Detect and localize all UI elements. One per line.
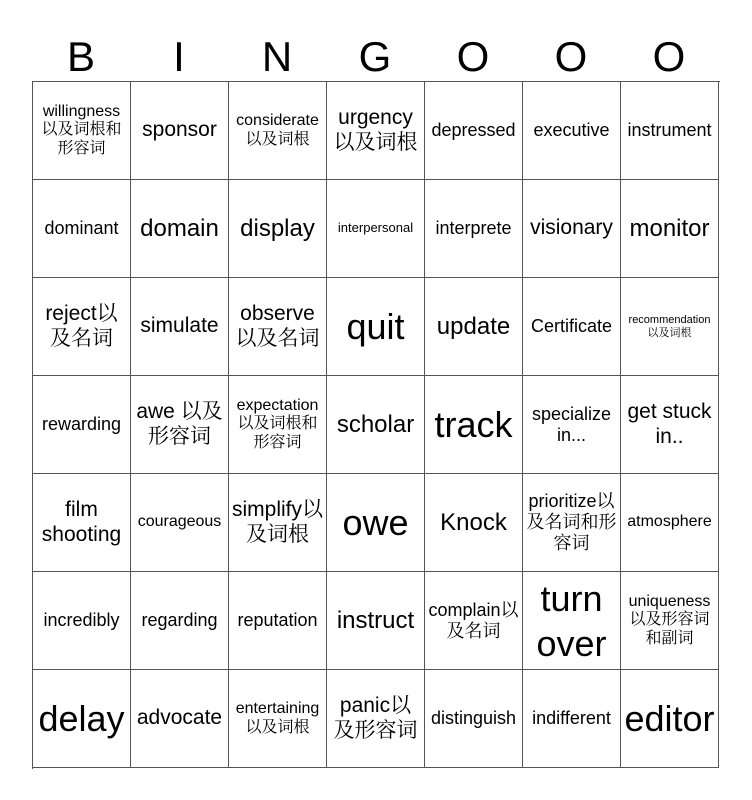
bingo-cell[interactable]: uniqueness以及形容词和副词 [621, 572, 719, 670]
bingo-cell[interactable]: awe 以及形容词 [131, 376, 229, 474]
bingo-cell[interactable]: monitor [621, 180, 719, 278]
bingo-cell[interactable]: prioritize以及名词和形容词 [523, 474, 621, 572]
bingo-cell[interactable]: get stuck in.. [621, 376, 719, 474]
bingo-cell[interactable]: interpersonal [327, 180, 425, 278]
header-letter: B [66, 33, 95, 80]
bingo-cell[interactable]: display [229, 180, 327, 278]
bingo-cell[interactable]: observe以及名词 [229, 278, 327, 376]
bingo-cell[interactable]: depressed [425, 82, 523, 180]
bingo-cell[interactable]: specialize in... [523, 376, 621, 474]
bingo-cell[interactable]: dominant [33, 180, 131, 278]
bingo-cell[interactable]: simplify以及词根 [229, 474, 327, 572]
bingo-cell[interactable]: film shooting [33, 474, 131, 572]
bingo-cell[interactable]: willingness以及词根和形容词 [33, 82, 131, 180]
bingo-cell[interactable]: regarding [131, 572, 229, 670]
bingo-cell[interactable]: entertaining以及词根 [229, 670, 327, 768]
bingo-cell[interactable]: track [425, 376, 523, 474]
bingo-cell[interactable]: rewarding [33, 376, 131, 474]
bingo-cell[interactable]: recommendation以及词根 [621, 278, 719, 376]
header-letter: G [358, 33, 392, 80]
bingo-cell[interactable]: Knock [425, 474, 523, 572]
header-letter: O [456, 33, 490, 80]
bingo-cell[interactable]: scholar [327, 376, 425, 474]
header-letter: O [652, 33, 686, 80]
bingo-cell[interactable]: simulate [131, 278, 229, 376]
bingo-cell[interactable]: advocate [131, 670, 229, 768]
bingo-cell[interactable]: quit [327, 278, 425, 376]
bingo-cell[interactable]: domain [131, 180, 229, 278]
bingo-cell[interactable]: turn over [523, 572, 621, 670]
bingo-cell[interactable]: panic以及形容词 [327, 670, 425, 768]
bingo-cell[interactable]: expectation以及词根和形容词 [229, 376, 327, 474]
bingo-cell[interactable]: indifferent [523, 670, 621, 768]
bingo-cell[interactable]: considerate以及词根 [229, 82, 327, 180]
bingo-cell[interactable]: incredibly [33, 572, 131, 670]
bingo-cell[interactable]: interprete [425, 180, 523, 278]
bingo-cell[interactable]: atmosphere [621, 474, 719, 572]
bingo-cell[interactable]: distinguish [425, 670, 523, 768]
header-letter: I [173, 33, 185, 80]
bingo-cell[interactable]: update [425, 278, 523, 376]
bingo-cell[interactable]: visionary [523, 180, 621, 278]
bingo-cell[interactable]: instruct [327, 572, 425, 670]
bingo-cell[interactable]: urgency以及词根 [327, 82, 425, 180]
bingo-cell[interactable]: courageous [131, 474, 229, 572]
bingo-cell[interactable]: executive [523, 82, 621, 180]
bingo-cell[interactable]: instrument [621, 82, 719, 180]
bingo-cell[interactable]: delay [33, 670, 131, 768]
bingo-cell[interactable]: reject以及名词 [33, 278, 131, 376]
bingo-cell[interactable]: owe [327, 474, 425, 572]
bingo-cell[interactable]: editor [621, 670, 719, 768]
bingo-card-grid [32, 81, 720, 769]
header-letter: O [554, 33, 588, 80]
bingo-header [32, 32, 718, 82]
bingo-cell[interactable]: sponsor [131, 82, 229, 180]
header-letter: N [261, 33, 293, 80]
bingo-cell[interactable]: complain以及名词 [425, 572, 523, 670]
bingo-cell[interactable]: Certificate [523, 278, 621, 376]
bingo-cell[interactable]: reputation [229, 572, 327, 670]
